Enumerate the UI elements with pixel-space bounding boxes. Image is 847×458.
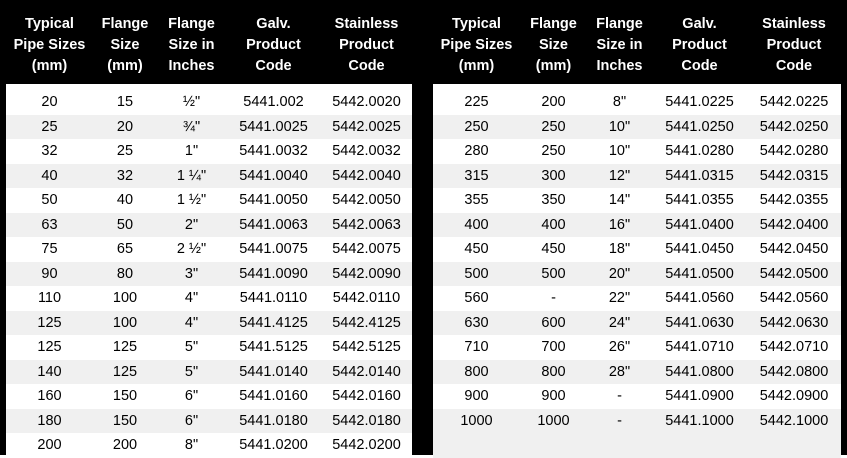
cell-pipe-size: 200: [6, 433, 93, 458]
cell-flange-size: 100: [93, 311, 157, 336]
cell-stainless-code: 5442.0040: [321, 164, 412, 189]
cell-flange-inches: 10": [587, 115, 652, 140]
cell-flange-size: 600: [520, 311, 587, 336]
cell-flange-inches: 10": [587, 139, 652, 164]
cell-galv-code: 5441.0160: [226, 384, 321, 409]
cell-flange-size: 150: [93, 409, 157, 434]
left-table-panel: [6, 6, 412, 454]
cell-pipe-size: 560: [433, 286, 520, 311]
cell-stainless-code: 5442.1000: [747, 409, 841, 434]
table-row: [6, 286, 412, 311]
cell-pipe-size: 110: [6, 286, 93, 311]
cell-flange-size: 80: [93, 262, 157, 287]
cell-flange-inches: 14": [587, 188, 652, 213]
cell-pipe-size: 160: [6, 384, 93, 409]
table-row: [433, 384, 841, 409]
cell-galv-code: 5441.0450: [652, 237, 747, 262]
cell-flange-inches: 18": [587, 237, 652, 262]
cell-stainless-code: 5442.0180: [321, 409, 412, 434]
cell-flange-size: 700: [520, 335, 587, 360]
left-flange-table: [6, 6, 412, 458]
cell-pipe-size: 315: [433, 164, 520, 189]
table-row: [433, 139, 841, 164]
cell-pipe-size: 450: [433, 237, 520, 262]
cell-flange-size: 125: [93, 360, 157, 385]
cell-flange-size: 450: [520, 237, 587, 262]
table-row: [6, 213, 412, 238]
table-row: [433, 115, 841, 140]
cell-stainless-code: 5442.0500: [747, 262, 841, 287]
cell-flange-inches: 1 ½": [157, 188, 226, 213]
cell-flange-size: 1000: [520, 409, 587, 434]
cell-flange-size: 300: [520, 164, 587, 189]
cell-galv-code: 5441.0200: [226, 433, 321, 458]
cell-galv-code: 5441.0110: [226, 286, 321, 311]
cell-stainless-code: 5442.0400: [747, 213, 841, 238]
cell-flange-size: 20: [93, 115, 157, 140]
cell-pipe-size: 75: [6, 237, 93, 262]
cell-galv-code: 5441.0630: [652, 311, 747, 336]
cell-flange-inches: -: [587, 384, 652, 409]
cell-flange-size: 500: [520, 262, 587, 287]
cell-galv-code: 5441.0500: [652, 262, 747, 287]
table-row: [6, 335, 412, 360]
table-row: [6, 139, 412, 164]
right-flange-table: [433, 6, 841, 458]
cell-flange-size: 250: [520, 115, 587, 140]
cell-flange-size: 250: [520, 139, 587, 164]
cell-pipe-size: 180: [6, 409, 93, 434]
cell-flange-size: 65: [93, 237, 157, 262]
cell-flange-inches: 6": [157, 384, 226, 409]
cell-stainless-code: 5442.0355: [747, 188, 841, 213]
cell-flange-inches: 5": [157, 335, 226, 360]
cell-pipe-size: 630: [433, 311, 520, 336]
cell-flange-size: 400: [520, 213, 587, 238]
cell-flange-size: 25: [93, 139, 157, 164]
table-row: [6, 262, 412, 287]
cell-flange-size: 125: [93, 335, 157, 360]
cell-galv-code: 5441.0225: [652, 90, 747, 115]
header-stainless-code: Stainless Product Code: [747, 6, 841, 84]
cell-galv-code: 5441.0250: [652, 115, 747, 140]
cell-flange-inches: 4": [157, 311, 226, 336]
cell-pipe-size: 90: [6, 262, 93, 287]
cell-galv-code: 5441.0710: [652, 335, 747, 360]
table-row: [433, 237, 841, 262]
cell-flange-inches: 4": [157, 286, 226, 311]
table-row: [6, 188, 412, 213]
cell-stainless-code: 5442.0560: [747, 286, 841, 311]
cell-galv-code: 5441.0355: [652, 188, 747, 213]
cell-pipe-size: 50: [6, 188, 93, 213]
cell-galv-code: 5441.0040: [226, 164, 321, 189]
table-row: [6, 384, 412, 409]
table-row: [433, 409, 841, 434]
cell-stainless-code: 5442.0025: [321, 115, 412, 140]
cell-galv-code: 5441.0315: [652, 164, 747, 189]
cell-galv-code: 5441.0900: [652, 384, 747, 409]
table-row: [6, 409, 412, 434]
cell-pipe-size: 710: [433, 335, 520, 360]
cell-stainless-code: 5442.0063: [321, 213, 412, 238]
empty-cell: [433, 433, 841, 458]
cell-pipe-size: 900: [433, 384, 520, 409]
right-table-panel: [433, 6, 841, 449]
header-flange-inches: Flange Size in Inches: [587, 6, 652, 84]
cell-flange-inches: 20": [587, 262, 652, 287]
cell-galv-code: 5441.002: [226, 90, 321, 115]
table-row: [433, 360, 841, 385]
cell-flange-inches: 8": [157, 433, 226, 458]
cell-stainless-code: 5442.0800: [747, 360, 841, 385]
cell-stainless-code: 5442.0630: [747, 311, 841, 336]
cell-pipe-size: 355: [433, 188, 520, 213]
cell-stainless-code: 5442.0200: [321, 433, 412, 458]
table-row: [6, 433, 412, 458]
cell-galv-code: 5441.4125: [226, 311, 321, 336]
cell-stainless-code: 5442.0090: [321, 262, 412, 287]
cell-flange-inches: 2": [157, 213, 226, 238]
cell-stainless-code: 5442.0710: [747, 335, 841, 360]
cell-stainless-code: 5442.0032: [321, 139, 412, 164]
table-row: [6, 164, 412, 189]
cell-pipe-size: 40: [6, 164, 93, 189]
cell-pipe-size: 25: [6, 115, 93, 140]
cell-flange-size: 15: [93, 90, 157, 115]
table-row: [433, 335, 841, 360]
cell-stainless-code: 5442.0250: [747, 115, 841, 140]
cell-stainless-code: 5442.0075: [321, 237, 412, 262]
cell-galv-code: 5441.0180: [226, 409, 321, 434]
cell-galv-code: 5441.0280: [652, 139, 747, 164]
cell-galv-code: 5441.0560: [652, 286, 747, 311]
cell-flange-inches: 1": [157, 139, 226, 164]
cell-pipe-size: 20: [6, 90, 93, 115]
cell-pipe-size: 800: [433, 360, 520, 385]
cell-galv-code: 5441.0140: [226, 360, 321, 385]
cell-flange-inches: 12": [587, 164, 652, 189]
cell-stainless-code: 5442.0140: [321, 360, 412, 385]
header-pipe-size: Typical Pipe Sizes (mm): [6, 6, 93, 84]
cell-pipe-size: 500: [433, 262, 520, 287]
cell-stainless-code: 5442.0450: [747, 237, 841, 262]
cell-stainless-code: 5442.0280: [747, 139, 841, 164]
cell-flange-inches: 26": [587, 335, 652, 360]
table-row: [433, 286, 841, 311]
table-row: [6, 237, 412, 262]
table-row: [433, 311, 841, 336]
cell-stainless-code: 5442.0160: [321, 384, 412, 409]
cell-flange-size: 50: [93, 213, 157, 238]
header-pipe-size: Typical Pipe Sizes (mm): [433, 6, 520, 84]
cell-flange-inches: 28": [587, 360, 652, 385]
cell-flange-size: -: [520, 286, 587, 311]
cell-galv-code: 5441.0400: [652, 213, 747, 238]
cell-galv-code: 5441.0063: [226, 213, 321, 238]
cell-flange-size: 200: [93, 433, 157, 458]
header-stainless-code: Stainless Product Code: [321, 6, 412, 84]
cell-pipe-size: 250: [433, 115, 520, 140]
cell-galv-code: 5441.0800: [652, 360, 747, 385]
cell-stainless-code: 5442.4125: [321, 311, 412, 336]
cell-pipe-size: 32: [6, 139, 93, 164]
table-row: [433, 90, 841, 115]
header-row: [6, 6, 412, 84]
cell-pipe-size: 280: [433, 139, 520, 164]
cell-pipe-size: 400: [433, 213, 520, 238]
cell-flange-size: 800: [520, 360, 587, 385]
cell-flange-size: 40: [93, 188, 157, 213]
cell-flange-inches: 5": [157, 360, 226, 385]
cell-stainless-code: 5442.0315: [747, 164, 841, 189]
cell-galv-code: 5441.0090: [226, 262, 321, 287]
header-row: [433, 6, 841, 84]
table-row: [433, 188, 841, 213]
header-flange-size: Flange Size (mm): [93, 6, 157, 84]
cell-galv-code: 5441.1000: [652, 409, 747, 434]
cell-stainless-code: 5442.5125: [321, 335, 412, 360]
table-row: [6, 90, 412, 115]
cell-flange-size: 150: [93, 384, 157, 409]
table-row: [6, 115, 412, 140]
cell-pipe-size: 1000: [433, 409, 520, 434]
cell-galv-code: 5441.5125: [226, 335, 321, 360]
cell-flange-inches: 24": [587, 311, 652, 336]
cell-flange-size: 900: [520, 384, 587, 409]
header-galv-code: Galv. Product Code: [226, 6, 321, 84]
cell-flange-size: 350: [520, 188, 587, 213]
cell-stainless-code: 5442.0900: [747, 384, 841, 409]
table-row: [433, 262, 841, 287]
cell-flange-inches: ¾": [157, 115, 226, 140]
cell-flange-inches: 3": [157, 262, 226, 287]
header-galv-code: Galv. Product Code: [652, 6, 747, 84]
cell-galv-code: 5441.0050: [226, 188, 321, 213]
cell-flange-inches: ½": [157, 90, 226, 115]
cell-pipe-size: 125: [6, 335, 93, 360]
cell-pipe-size: 225: [433, 90, 520, 115]
table-row: [6, 311, 412, 336]
cell-flange-size: 200: [520, 90, 587, 115]
cell-pipe-size: 63: [6, 213, 93, 238]
cell-galv-code: 5441.0075: [226, 237, 321, 262]
cell-flange-inches: 8": [587, 90, 652, 115]
cell-flange-inches: -: [587, 409, 652, 434]
cell-stainless-code: 5442.0225: [747, 90, 841, 115]
cell-flange-size: 32: [93, 164, 157, 189]
cell-flange-inches: 2 ½": [157, 237, 226, 262]
cell-stainless-code: 5442.0110: [321, 286, 412, 311]
cell-stainless-code: 5442.0050: [321, 188, 412, 213]
table-row: [433, 164, 841, 189]
empty-row: [433, 433, 841, 458]
cell-flange-inches: 16": [587, 213, 652, 238]
cell-pipe-size: 140: [6, 360, 93, 385]
cell-galv-code: 5441.0025: [226, 115, 321, 140]
cell-stainless-code: 5442.0020: [321, 90, 412, 115]
header-flange-inches: Flange Size in Inches: [157, 6, 226, 84]
cell-flange-size: 100: [93, 286, 157, 311]
cell-flange-inches: 6": [157, 409, 226, 434]
table-row: [6, 360, 412, 385]
table-row: [433, 213, 841, 238]
cell-flange-inches: 1 ¼": [157, 164, 226, 189]
cell-galv-code: 5441.0032: [226, 139, 321, 164]
header-flange-size: Flange Size (mm): [520, 6, 587, 84]
cell-pipe-size: 125: [6, 311, 93, 336]
cell-flange-inches: 22": [587, 286, 652, 311]
